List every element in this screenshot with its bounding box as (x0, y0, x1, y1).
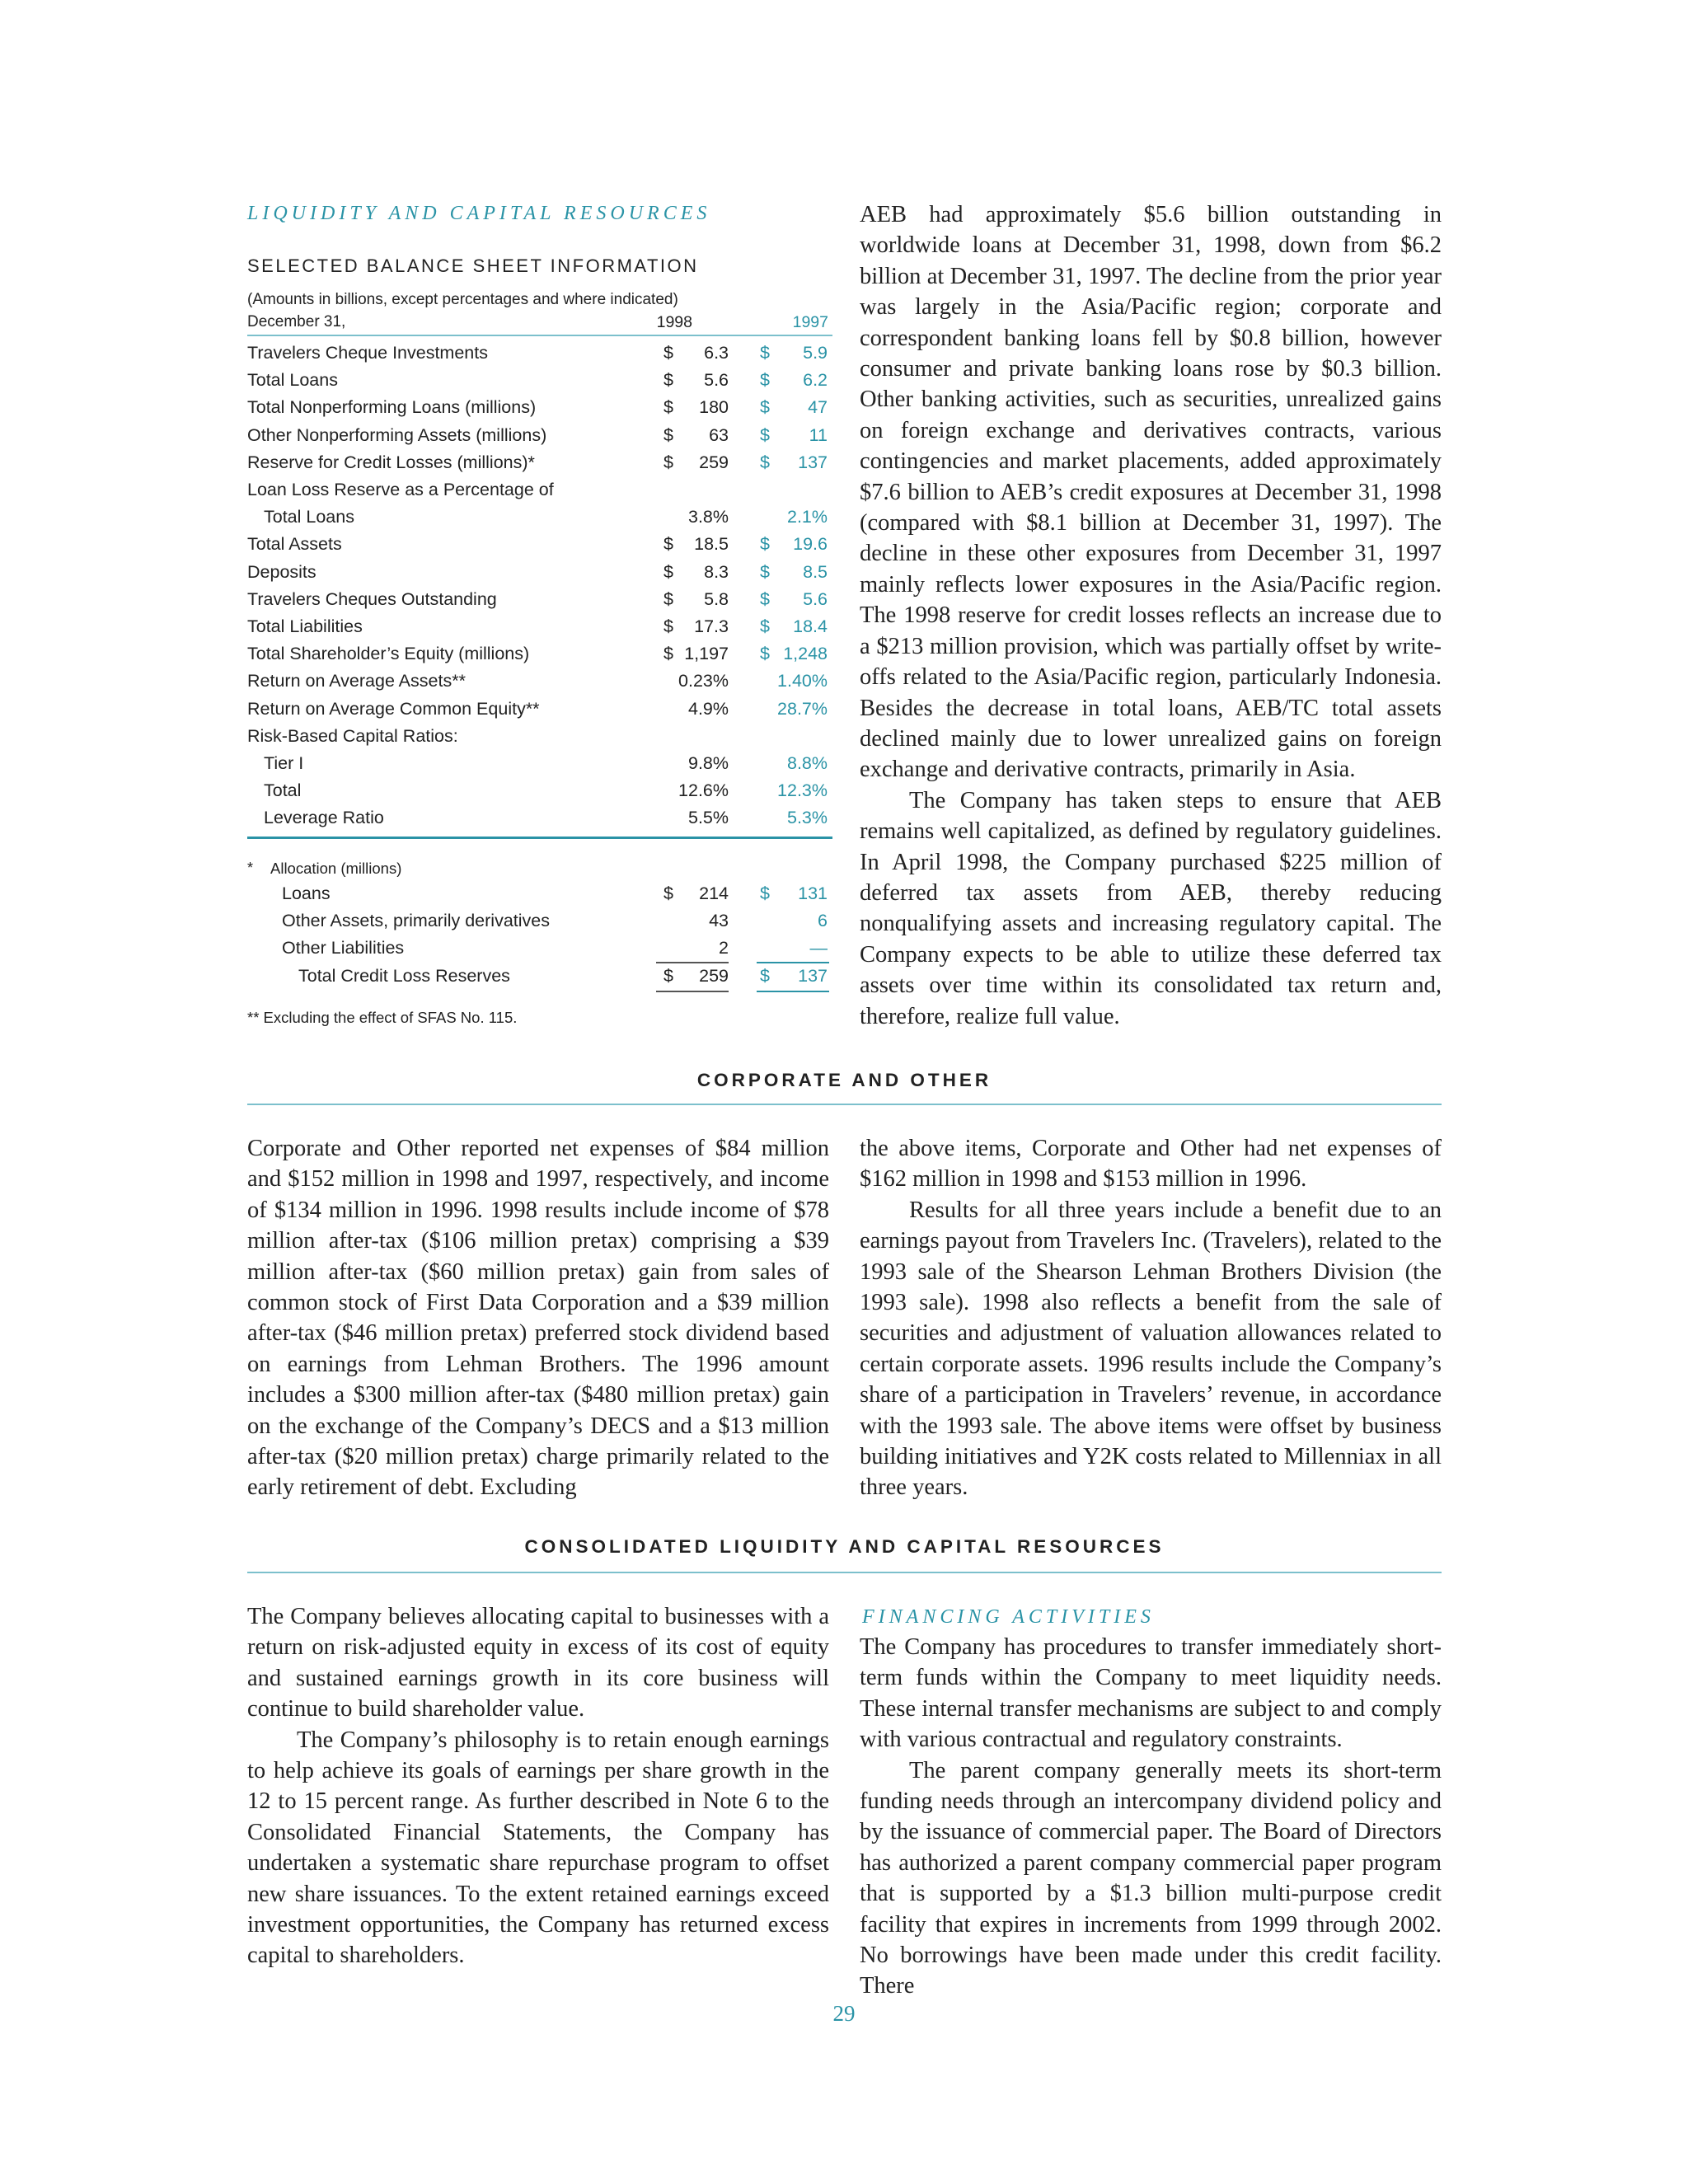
row-label: Return on Average Common Equity** (247, 698, 540, 719)
value-1998: 18.5 (694, 534, 729, 555)
paragraph: Results for all three years include a benefit due to an earnings payout from Travelers Inc. (Travelers), related to the 1993 sale of the Shearson Lehman Brothers Division (the 1993 sale). 1998 also reflects a benefit from the sale of securities and adjustment of valuation allowances related to certain corporate assets. 1996 results include the Company’s share of a participation in Travelers’ revenue, in accordance with the 1993 sale. The above items were offset by business building initiatives and Y2K costs related to Millenniax in all three years. (860, 1197, 1442, 1501)
value-1997: 6 (818, 911, 828, 931)
dollar-sign-1997: $ (760, 965, 770, 986)
dollar-sign-1998: $ (663, 397, 673, 418)
value-1998: 1,197 (684, 644, 729, 664)
dollar-sign-1998: $ (663, 561, 673, 582)
value-1997: 11 (809, 424, 828, 445)
row-label: Total Loans (264, 507, 354, 527)
row-label: Deposits (247, 561, 316, 582)
value-1998: 8.3 (704, 561, 729, 582)
dollar-sign-1998: $ (663, 883, 673, 903)
dollar-sign-1997: $ (760, 616, 770, 636)
dollar-sign-1998: $ (663, 534, 673, 555)
value-1998: 3.8% (687, 507, 729, 527)
table-row (247, 425, 832, 452)
value-1998: 0.23% (678, 671, 729, 691)
table-row (247, 938, 832, 965)
value-1998: 9.8% (687, 753, 729, 773)
value-1997: 2.1% (786, 507, 828, 527)
consolidated-left-column (247, 1601, 829, 1971)
table-row (247, 562, 832, 589)
dollar-sign-1998: $ (663, 452, 673, 472)
value-1997: 5.6 (803, 588, 828, 609)
table-bottom-rule (247, 837, 832, 839)
value-1998: 43 (709, 911, 729, 931)
row-label: Total Credit Loss Reserves (298, 965, 510, 986)
value-1998: 12.6% (678, 780, 729, 801)
table-header-rule (247, 335, 832, 336)
value-1998: 180 (699, 397, 729, 418)
dollar-sign-1997: $ (760, 534, 770, 555)
value-1997: 28.7% (777, 698, 828, 719)
date-label: December 31, (247, 313, 346, 330)
value-1997: 1,248 (783, 644, 828, 664)
table-row (247, 883, 832, 911)
dollar-sign-1997: $ (760, 343, 770, 363)
page-number: 29 (832, 2001, 856, 2026)
alloc-total-rule-1997 (757, 991, 829, 992)
value-1998: 4.9% (687, 698, 729, 719)
corporate-heading: CORPORATE AND OTHER (696, 1070, 992, 1090)
corporate-right-column (860, 1133, 1442, 1503)
paragraph: the above items, Corporate and Other had net expenses of $162 million in 1998 and $153 million in 1996. (860, 1136, 1442, 1193)
dollar-sign-1997: $ (760, 883, 770, 903)
table-row (247, 780, 832, 808)
row-label: Leverage Ratio (264, 808, 384, 828)
allocation-heading: Allocation (millions) (270, 860, 402, 877)
row-label: Reserve for Credit Losses (millions)* (247, 452, 535, 472)
table-row (247, 753, 832, 780)
value-1997: 5.3% (786, 808, 828, 828)
table-row (247, 616, 832, 644)
row-label: Return on Average Assets** (247, 671, 466, 691)
paragraph: The parent company generally meets its short-term funding needs through an intercompany dividend policy and by the issuance of commercial paper. The Board of Directors has authorized a parent company commercial paper program that is supported by a $1.3 billion multi-purpose credit facility that expires in increments from 1999 through 2002. No borrowings have been made under this credit facility. There (860, 1757, 1442, 1999)
value-1998: 2 (719, 938, 729, 958)
paragraph: Corporate and Other reported net expenses of $84 million and $152 million in 1998 and 1997, respectively, and income of $134 million in 1996. 1998 results include income of $78 million after-tax ($106 million pretax) comprising a $39 million after-tax ($60 million pretax) gain from sales of common stock of First Data Corporation and a $39 million after-tax ($46 million pretax) preferred stock dividend based on earnings from Lehman Brothers. The 1996 amount includes a $300 million after-tax ($480 million pretax) gain on the exchange of the Company’s DECS and a $13 million after-tax ($20 million pretax) charge primarily related to the early retirement of debt. Excluding (247, 1136, 829, 1501)
dollar-sign-1997: $ (760, 424, 770, 445)
consolidated-heading: CONSOLIDATED LIQUIDITY AND CAPITAL RESOURCES (524, 1536, 1165, 1557)
value-1998: 5.6 (704, 370, 729, 391)
table-row (247, 480, 832, 507)
row-label: Total Liabilities (247, 616, 363, 636)
table-row (247, 726, 832, 753)
value-1997: 1.40% (777, 671, 828, 691)
value-1997: 131 (798, 883, 828, 903)
value-1998: 17.3 (694, 616, 729, 636)
dollar-sign-1998: $ (663, 424, 673, 445)
alloc-subtotal-rule-1997 (757, 962, 829, 963)
column-header-1997: 1997 (792, 313, 828, 331)
table-row (247, 589, 832, 616)
liquidity-right-column (860, 199, 1442, 1032)
value-1997: — (809, 938, 828, 958)
row-label: Loan Loss Reserve as a Percentage of (247, 480, 554, 499)
table-row (247, 671, 832, 698)
row-label: Total Assets (247, 534, 342, 555)
table-note: (Amounts in billions, except percentages and where indicated) (247, 291, 678, 308)
alloc-subtotal-rule-1998 (656, 962, 729, 963)
value-1997: 12.3% (777, 780, 828, 801)
dollar-sign-1997: $ (760, 588, 770, 609)
dollar-sign-1998: $ (663, 644, 673, 664)
value-1998: 259 (699, 965, 729, 986)
financing-activities-title: FINANCING ACTIVITIES (862, 1606, 1155, 1628)
value-1998: 259 (699, 452, 729, 472)
alloc-total-rule-1998 (656, 991, 729, 992)
dollar-sign-1997: $ (760, 397, 770, 418)
table-row (247, 699, 832, 726)
row-label: Other Liabilities (282, 938, 405, 958)
row-label: Loans (282, 883, 331, 903)
dollar-sign-1997: $ (760, 561, 770, 582)
table-row (247, 370, 832, 397)
row-label: Other Assets, primarily derivatives (282, 911, 550, 931)
dollar-sign-1998: $ (663, 370, 673, 391)
corporate-left-column (247, 1133, 829, 1503)
table-row (247, 966, 832, 993)
row-label: Risk-Based Capital Ratios: (247, 725, 458, 746)
table-row (247, 808, 832, 835)
value-1997: 137 (798, 965, 828, 986)
dollar-sign-1998: $ (663, 343, 673, 363)
paragraph: The Company has procedures to transfer immediately short-term funds within the Company to meet liquidity needs. These internal transfer mechanisms are subject to and comply with various contractual and regulatory constraints. (860, 1634, 1442, 1753)
dollar-sign-1997: $ (760, 370, 770, 391)
dollar-sign-1998: $ (663, 965, 673, 986)
table-row (247, 911, 832, 938)
paragraph: The Company’s philosophy is to retain enough earnings to help achieve its goals of earnings per share growth in the 12 to 15 percent range. As further described in Note 6 to the Consolidated Financial Statements, the Company has undertaken a systematic share repurchase program to offset new share issuances. To the extent retained earnings exceed investment opportunities, the Company has returned excess capital to shareholders. (247, 1727, 829, 1969)
table-footnote: ** Excluding the effect of SFAS No. 115. (247, 1009, 518, 1026)
row-label: Other Nonperforming Assets (millions) (247, 424, 547, 445)
value-1998: 5.5% (687, 808, 729, 828)
row-label: Travelers Cheque Investments (247, 343, 488, 363)
value-1998: 6.3 (704, 343, 729, 363)
consolidated-heading-rule (247, 1572, 1442, 1573)
value-1997: 8.8% (786, 753, 828, 773)
table-row (247, 534, 832, 561)
table-row (247, 507, 832, 534)
dollar-sign-1998: $ (663, 588, 673, 609)
paragraph: The Company believes allocating capital to businesses with a return on risk-adjusted equity in excess of its cost of equity and sustained earnings growth in its core business will continue to build shareholder value. (247, 1604, 829, 1722)
row-label: Total Shareholder’s Equity (millions) (247, 644, 530, 664)
column-header-1998: 1998 (656, 313, 692, 331)
value-1998: 63 (709, 424, 729, 445)
dollar-sign-1998: $ (663, 616, 673, 636)
table-row (247, 644, 832, 671)
value-1998: 5.8 (704, 588, 729, 609)
row-label: Total (264, 780, 302, 801)
value-1997: 19.6 (793, 534, 828, 555)
row-label: Tier I (264, 753, 304, 773)
value-1998: 214 (699, 883, 729, 903)
table-row (247, 452, 832, 480)
paragraph: The Company has taken steps to ensure that AEB remains well capitalized, as defined by regulatory guidelines. In April 1998, the Company purchased $225 million of deferred tax assets from AEB, thereby reducing nonqualifying assets and increasing regulatory capital. The Company expects to be able to utilize these deferred tax assets over time within its consolidated tax return and, therefore, realize full value. (860, 787, 1442, 1029)
allocation-star: * (247, 860, 254, 876)
value-1997: 6.2 (803, 370, 828, 391)
table-row (247, 343, 832, 370)
row-label: Total Nonperforming Loans (millions) (247, 397, 537, 418)
section-title-liquidity: LIQUIDITY AND CAPITAL RESOURCES (247, 203, 711, 224)
value-1997: 137 (798, 452, 828, 472)
value-1997: 47 (808, 397, 828, 418)
dollar-sign-1997: $ (760, 452, 770, 472)
row-label: Total Loans (247, 370, 338, 391)
table-title: SELECTED BALANCE SHEET INFORMATION (247, 255, 699, 276)
corporate-heading-rule (247, 1104, 1442, 1105)
paragraph: AEB had approximately $5.6 billion outstanding in worldwide loans at December 31, 1998, down from $6.2 billion at December 31, 1997. The decline from the prior year was largely in the Asia/Pacific region; corporate and correspondent banking loans fell by $0.8 billion, however consumer and private banking loans rose by $0.3 billion. Other banking activities, such as securities, unrealized gains on foreign exchange and derivatives contracts, various contingencies and market placements, added approximately $7.6 billion to AEB’s credit exposures at December 31, 1998 (compared with $8.1 billion at December 31, 1997). The decline in these other exposures from December 31, 1997 mainly reflects lower exposures in the Asia/Pacific region. The 1998 reserve for credit losses reflects an increase due to a $213 million provision, which was partially offset by write-offs related to the Asia/Pacific region, particularly Indonesia. Besides the decrease in total loans, AEB/TC total assets declined mainly due to lower unrealized gains on foreign exchange and derivative contracts, primarily in Asia. (860, 202, 1442, 783)
table-row (247, 397, 832, 424)
row-label: Travelers Cheques Outstanding (247, 588, 497, 609)
value-1997: 8.5 (803, 561, 828, 582)
value-1997: 18.4 (793, 616, 828, 636)
dollar-sign-1997: $ (760, 644, 770, 664)
consolidated-right-column (860, 1632, 1442, 2002)
value-1997: 5.9 (803, 343, 828, 363)
